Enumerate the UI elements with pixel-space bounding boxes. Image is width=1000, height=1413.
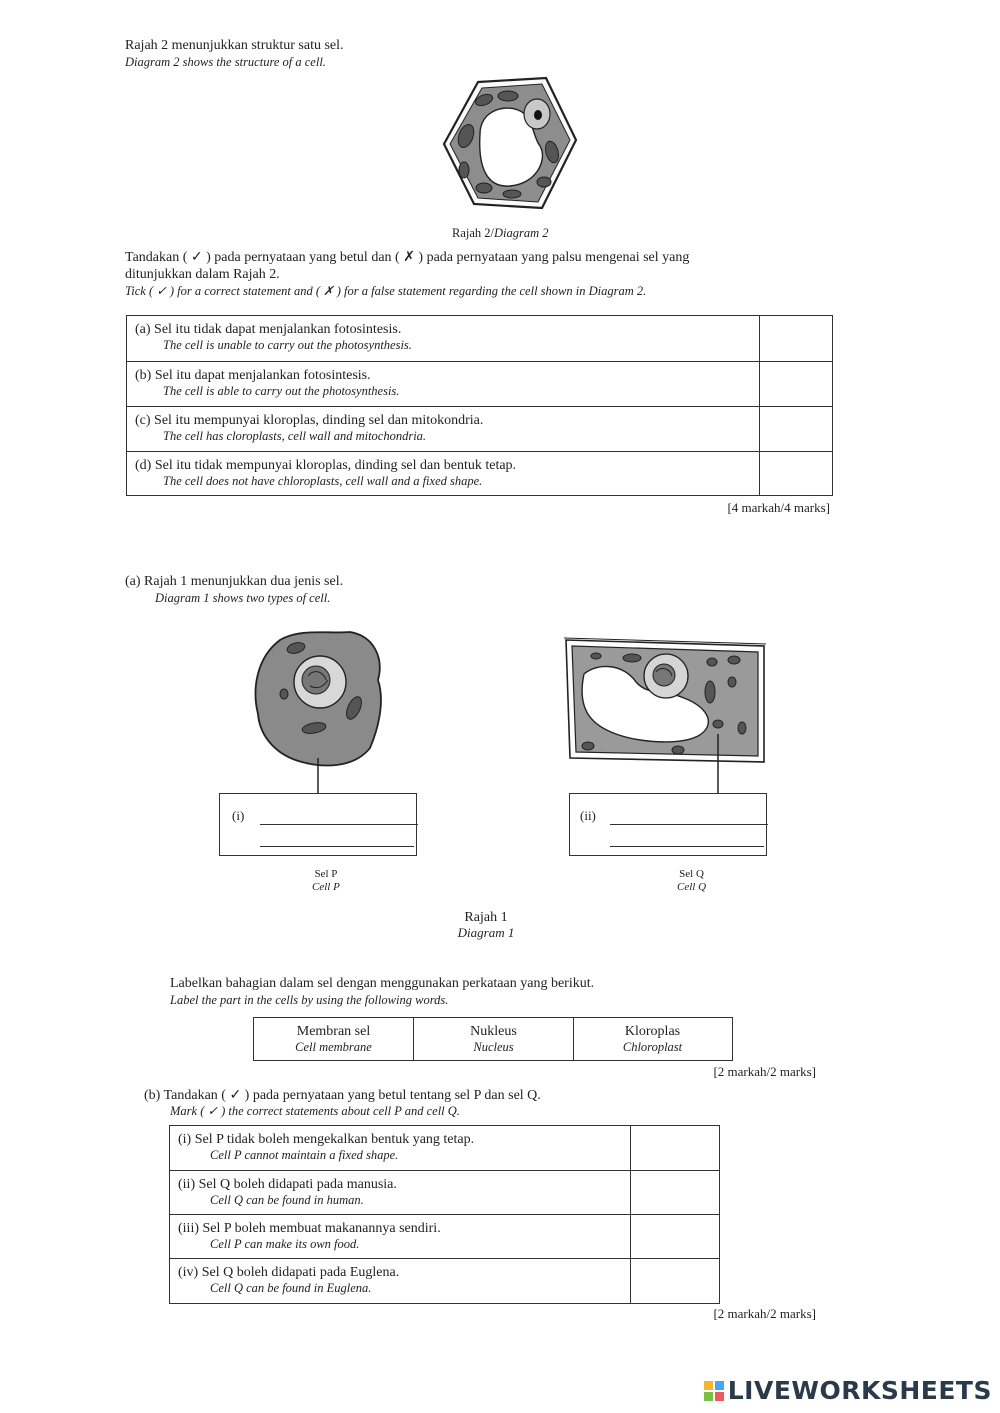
- row-ms: (ii) Sel Q boleh didapati pada manusia.: [178, 1177, 397, 1192]
- word-ms: Kloroplas: [624, 1024, 681, 1039]
- q2-answer-box-b[interactable]: [759, 362, 832, 406]
- row-en: The cell is able to carry out the photosynthesis.: [163, 384, 400, 398]
- cell-p-caption: [312, 868, 340, 894]
- liveworksheets-logo[interactable]: [704, 1376, 992, 1405]
- label-i-second-line: [260, 846, 414, 847]
- cell-q-en: Cell Q: [677, 881, 707, 893]
- q2-intro-ms: Rajah 2 menunjukkan struktur satu sel.: [125, 38, 344, 53]
- q1b-marks: [2 markah/2 marks]: [713, 1306, 816, 1321]
- q2-marks: [4 markah/4 marks]: [727, 500, 830, 515]
- label-instruction-ms: Labelkan bahagian dalam sel dengan menggunakan perkataan yang berikut.: [170, 976, 595, 991]
- q1b-row-iii: [170, 1214, 719, 1258]
- q1b-row-iv: [170, 1258, 719, 1303]
- q1b-answer-box-i[interactable]: [630, 1126, 719, 1170]
- q2-instruction-ms-2: ditunjukkan dalam Rajah 2.: [125, 267, 280, 282]
- liveworksheets-logo-icon: [704, 1381, 724, 1401]
- cell-q-caption: [677, 868, 706, 894]
- row-en: The cell has cloroplasts, cell wall and mitochondria.: [163, 429, 427, 443]
- cell-p-ms: Sel P: [314, 868, 338, 880]
- word-ms: Nukleus: [470, 1024, 517, 1039]
- caption-ms: Rajah 1: [464, 910, 508, 925]
- label-ii-input[interactable]: [610, 806, 768, 825]
- q2-statement-table: [126, 315, 833, 496]
- row-ms: (b) Sel itu dapat menjalankan fotosintesis.: [135, 368, 371, 383]
- q1a-marks: [2 markah/2 marks]: [713, 1064, 816, 1079]
- row-ms: (c) Sel itu mempunyai kloroplas, dinding sel dan mitokondria.: [135, 413, 484, 428]
- word-en: Cell membrane: [295, 1040, 372, 1054]
- diagram-2-plant-cell: [440, 74, 580, 214]
- row-en: The cell does not have chloroplasts, cell wall and a fixed shape.: [163, 474, 483, 488]
- row-ms: (iv) Sel Q boleh didapati pada Euglena.: [178, 1265, 400, 1280]
- label-ii-marker: (ii): [580, 808, 596, 823]
- word-en: Chloroplast: [622, 1040, 683, 1054]
- q2-instruction-en: Tick ( ✓ ) for a correct statement and ( ✗ ) for a false statement regarding the cell shown in Diagram 2.: [125, 284, 647, 298]
- row-en: Cell Q can be found in human.: [210, 1193, 364, 1207]
- word-chloroplast: [573, 1018, 731, 1060]
- q1-intro-ms: (a) Rajah 1 menunjukkan dua jenis sel.: [125, 574, 344, 589]
- row-en: Cell Q can be found in Euglena.: [210, 1281, 372, 1295]
- row-en: Cell P can make its own food.: [210, 1237, 360, 1251]
- cell-q-ms: Sel Q: [679, 868, 704, 880]
- q1b-answer-box-iii[interactable]: [630, 1215, 719, 1258]
- caption-en: Diagram 1: [457, 925, 515, 940]
- q1b-instruction-ms: (b) Tandakan ( ✓ ) pada pernyataan yang betul tentang sel P dan sel Q.: [144, 1088, 541, 1103]
- liveworksheets-logo-text: LIVEWORKSHEETS: [727, 1376, 992, 1405]
- caption-ms: Rajah 2/: [452, 226, 495, 240]
- q2-row-d: [127, 451, 832, 495]
- q1-intro-en: Diagram 1 shows two types of cell.: [155, 591, 331, 605]
- row-ms: (i) Sel P tidak boleh mengekalkan bentuk yang tetap.: [178, 1132, 475, 1147]
- label-box-cell-p: [219, 793, 417, 856]
- caption-en: Diagram 2: [494, 226, 549, 240]
- cell-p-animal-diagram: [250, 624, 390, 794]
- q2-instruction-ms-1: Tandakan ( ✓ ) pada pernyataan yang betul dan ( ✗ ) pada pernyataan yang palsu mengenai sel yang: [125, 250, 690, 265]
- q1b-row-i: [170, 1126, 719, 1170]
- label-box-cell-q: [569, 793, 767, 856]
- label-instruction-en: Label the part in the cells by using the following words.: [170, 993, 449, 1007]
- word-cell-membrane: [254, 1018, 413, 1060]
- q2-answer-box-d[interactable]: [759, 452, 832, 495]
- q1b-answer-box-ii[interactable]: [630, 1171, 719, 1214]
- diagram-1-caption: [444, 910, 528, 940]
- word-en: Nucleus: [473, 1040, 514, 1054]
- q2-answer-box-a[interactable]: [759, 316, 832, 361]
- row-ms: (a) Sel itu tidak dapat menjalankan fotosintesis.: [135, 322, 402, 337]
- q1b-statement-table: [169, 1125, 720, 1304]
- label-i-input[interactable]: [260, 806, 418, 825]
- q2-row-b: [127, 361, 832, 406]
- label-i-marker: (i): [232, 808, 245, 823]
- word-bank-table: [253, 1017, 733, 1061]
- q2-intro-en: Diagram 2 shows the structure of a cell.: [125, 55, 326, 69]
- label-ii-second-line: [610, 846, 764, 847]
- q2-row-c: [127, 406, 832, 451]
- row-en: Cell P cannot maintain a fixed shape.: [210, 1148, 399, 1162]
- q1b-instruction-en: Mark ( ✓ ) the correct statements about cell P and cell Q.: [170, 1104, 460, 1118]
- cell-p-en: Cell P: [312, 881, 340, 893]
- q1b-row-ii: [170, 1170, 719, 1214]
- word-ms: Membran sel: [296, 1024, 371, 1039]
- q2-answer-box-c[interactable]: [759, 407, 832, 451]
- q2-row-a: [127, 316, 832, 361]
- diagram-2-caption: [452, 226, 549, 241]
- word-nucleus: [413, 1018, 573, 1060]
- row-en: The cell is unable to carry out the photosynthesis.: [163, 338, 412, 352]
- row-ms: (d) Sel itu tidak mempunyai kloroplas, dinding sel dan bentuk tetap.: [135, 458, 517, 473]
- cell-q-plant-diagram: [558, 634, 770, 794]
- q1b-answer-box-iv[interactable]: [630, 1259, 719, 1303]
- row-ms: (iii) Sel P boleh membuat makanannya sendiri.: [178, 1221, 441, 1236]
